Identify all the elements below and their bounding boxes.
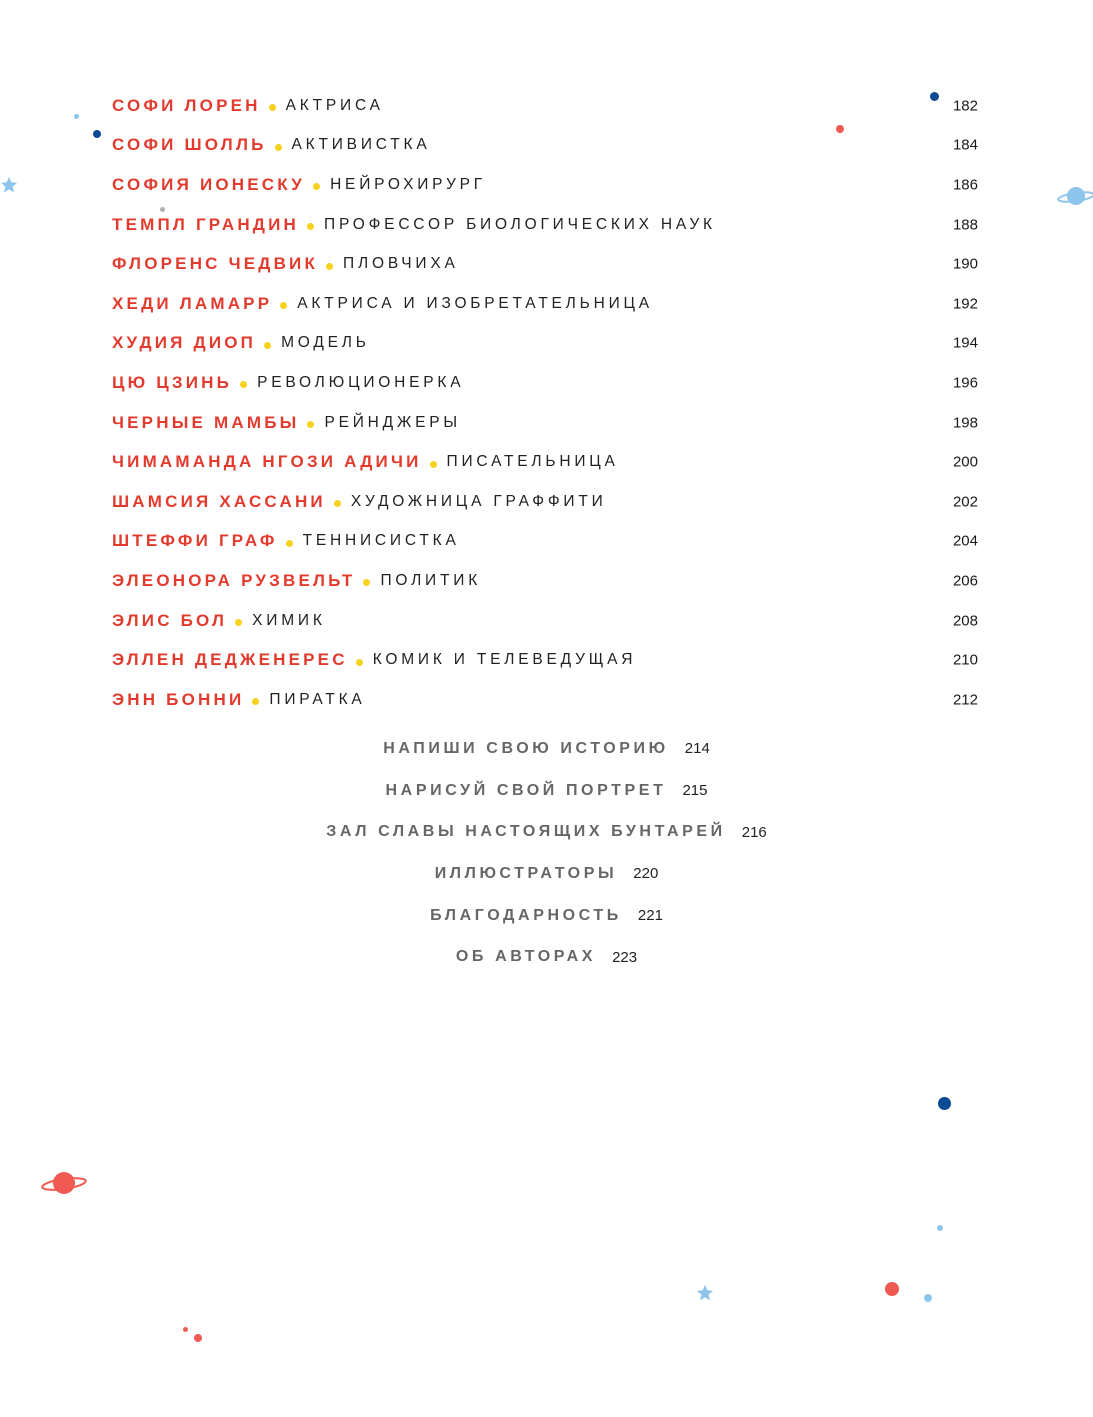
toc-entry[interactable] <box>112 640 978 680</box>
extra-title: ЗАЛ СЛАВЫ НАСТОЯЩИХ БУНТАРЕЙ <box>326 823 726 841</box>
entry-page-number: 184 <box>952 136 978 154</box>
entry-name: СОФИ ШОЛЛЬ <box>112 135 267 155</box>
extra-title: ОБ АВТОРАХ <box>455 948 597 966</box>
extra-page-number: 223 <box>612 948 638 966</box>
bullet-dot <box>313 183 320 190</box>
extra-page-number: 216 <box>741 823 767 841</box>
extra-entry[interactable] <box>0 770 1093 812</box>
toc-entry[interactable] <box>112 126 978 166</box>
entry-role: ПРОФЕССОР БИОЛОГИЧЕСКИХ НАУК <box>324 215 716 233</box>
entry-page-number: 212 <box>952 691 978 709</box>
entry-name: СОФИ ЛОРЕН <box>112 95 261 115</box>
entry-name: ЭНН БОННИ <box>112 689 245 709</box>
entry-role: РЕВОЛЮЦИОНЕРКА <box>257 373 465 391</box>
decor-dot <box>885 1282 899 1296</box>
entry-page-number: 182 <box>952 97 978 115</box>
entry-name: ЧЕРНЫЕ МАМБЫ <box>112 412 300 432</box>
entry-name: ТЕМПЛ ГРАНДИН <box>112 214 299 234</box>
entry-role: ПИСАТЕЛЬНИЦА <box>446 453 619 471</box>
star-icon <box>696 1284 714 1302</box>
bullet-dot <box>363 579 370 586</box>
toc-entry[interactable] <box>112 680 978 720</box>
extra-entry[interactable] <box>0 811 1093 853</box>
entry-role: АКТИВИСТКА <box>291 136 431 154</box>
toc-entry[interactable] <box>112 482 978 522</box>
decor-dot <box>93 130 101 138</box>
entry-page-number: 186 <box>952 176 978 194</box>
decor-dot <box>74 114 79 119</box>
bullet-dot <box>240 381 247 388</box>
entry-page-number: 208 <box>952 612 978 630</box>
extra-title: НАПИШИ СВОЮ ИСТОРИЮ <box>383 739 669 757</box>
bullet-dot <box>286 540 293 547</box>
extra-entry[interactable] <box>0 728 1093 770</box>
extra-title: ИЛЛЮСТРАТОРЫ <box>434 864 618 882</box>
toc-entry[interactable] <box>112 165 978 205</box>
planet-icon <box>40 1167 88 1199</box>
entry-name: ШТЕФФИ ГРАФ <box>112 531 278 551</box>
bullet-dot <box>275 144 282 151</box>
extra-title: НАРИСУЙ СВОЙ ПОРТРЕТ <box>385 781 667 799</box>
entry-page-number: 198 <box>952 414 978 432</box>
entry-role: АКТРИСА И ИЗОБРЕТАТЕЛЬНИЦА <box>297 294 653 312</box>
toc-entry[interactable] <box>112 205 978 245</box>
entry-page-number: 210 <box>952 651 978 669</box>
entry-role: РЕЙНДЖЕРЫ <box>324 413 461 431</box>
toc-entry[interactable] <box>112 561 978 601</box>
toc-entry[interactable] <box>112 244 978 284</box>
entry-name: ШАМСИЯ ХАССАНИ <box>112 491 326 511</box>
entry-page-number: 202 <box>952 493 978 511</box>
bullet-dot <box>307 421 314 428</box>
entry-page-number: 206 <box>952 572 978 590</box>
decor-dot <box>938 1097 951 1110</box>
entry-name: ХЕДИ ЛАМАРР <box>112 293 273 313</box>
entry-page-number: 196 <box>952 374 978 392</box>
entry-name: ЦЮ ЦЗИНЬ <box>112 372 233 392</box>
extra-entry[interactable] <box>0 936 1093 978</box>
extra-entry[interactable] <box>0 895 1093 937</box>
toc-entry[interactable] <box>112 601 978 641</box>
decor-dot <box>937 1225 943 1231</box>
entry-role: ПЛОВЧИХА <box>343 255 459 273</box>
extra-title: БЛАГОДАРНОСТЬ <box>430 906 622 924</box>
extra-sections <box>0 728 1093 978</box>
bullet-dot <box>280 302 287 309</box>
entry-role: ПИРАТКА <box>269 690 366 708</box>
bullet-dot <box>326 263 333 270</box>
planet-icon <box>1056 182 1093 210</box>
entry-name: ЭЛИС БОЛ <box>112 610 228 630</box>
decor-dot <box>194 1334 202 1342</box>
entry-name: ЧИМАМАНДА НГОЗИ АДИЧИ <box>112 452 422 472</box>
bullet-dot <box>264 342 271 349</box>
entry-page-number: 194 <box>952 334 978 352</box>
decor-dot <box>183 1327 188 1332</box>
toc-entry[interactable] <box>112 522 978 562</box>
extra-page-number: 215 <box>682 782 708 800</box>
entry-name: СОФИЯ ИОНЕСКУ <box>112 174 306 194</box>
entry-name: ЭЛЕОНОРА РУЗВЕЛЬТ <box>112 570 356 590</box>
entry-page-number: 192 <box>952 295 978 313</box>
extra-entry[interactable] <box>0 853 1093 895</box>
entry-page-number: 204 <box>952 532 978 550</box>
entry-role: НЕЙРОХИРУРГ <box>330 175 486 193</box>
entry-role: ТЕННИСИСТКА <box>302 532 460 550</box>
entry-role: МОДЕЛЬ <box>281 334 370 352</box>
entry-page-number: 190 <box>952 255 978 273</box>
toc-entry[interactable] <box>112 324 978 364</box>
entry-name: ЭЛЛЕН ДЕДЖЕНЕРЕС <box>112 650 348 670</box>
entry-role: ХУДОЖНИЦА ГРАФФИТИ <box>350 492 607 510</box>
extra-page-number: 221 <box>637 907 663 925</box>
star-icon <box>0 176 18 194</box>
toc-entry[interactable] <box>112 363 978 403</box>
entry-page-number: 188 <box>952 216 978 234</box>
toc-entry[interactable] <box>112 86 978 126</box>
entry-name: ФЛОРЕНС ЧЕДВИК <box>112 254 319 274</box>
decor-dot <box>924 1294 932 1302</box>
entry-page-number: 200 <box>952 453 978 471</box>
bullet-dot <box>430 461 437 468</box>
entry-name: ХУДИЯ ДИОП <box>112 333 257 353</box>
entry-role: ХИМИК <box>252 611 326 629</box>
bullet-dot <box>269 104 276 111</box>
toc-entry[interactable] <box>112 442 978 482</box>
table-of-contents <box>112 86 978 720</box>
extra-page-number: 214 <box>684 740 710 758</box>
entry-role: ПОЛИТИК <box>380 571 482 589</box>
bullet-dot <box>356 659 363 666</box>
bullet-dot <box>307 223 314 230</box>
bullet-dot <box>252 698 259 705</box>
toc-entry[interactable] <box>112 284 978 324</box>
entry-role: КОМИК И ТЕЛЕВЕДУЩАЯ <box>372 651 637 669</box>
toc-entry[interactable] <box>112 403 978 443</box>
bullet-dot <box>235 619 242 626</box>
extra-page-number: 220 <box>633 865 659 883</box>
entry-role: АКТРИСА <box>285 96 384 114</box>
bullet-dot <box>334 500 341 507</box>
